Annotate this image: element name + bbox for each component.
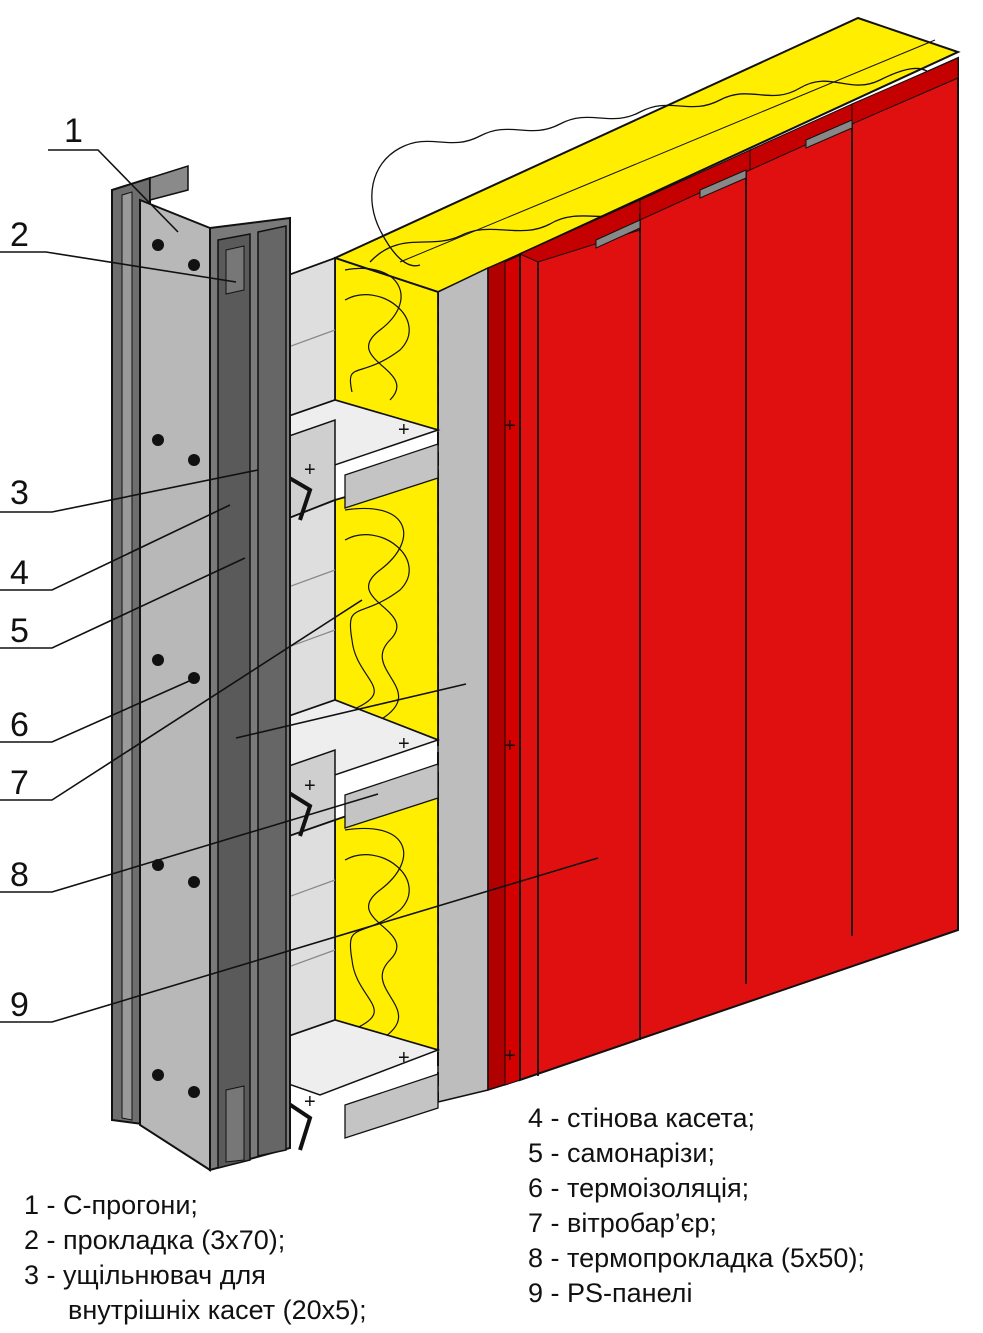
svg-text:+: + (504, 415, 516, 437)
svg-text:+: + (304, 459, 316, 481)
c-purlins (112, 166, 290, 1170)
svg-text:+: + (398, 1047, 410, 1069)
legend-item-7: 7 - вітробар’єр; (528, 1208, 717, 1238)
callout-5: 5 (10, 612, 29, 650)
callout-2: 2 (10, 216, 29, 254)
legend-item-3: 3 - ущільнювач для (24, 1260, 266, 1290)
svg-text:+: + (304, 775, 316, 797)
legend-left (24, 1188, 367, 1328)
callout-6: 6 (10, 706, 29, 744)
legend-item-5: 5 - самонарізи; (528, 1138, 716, 1168)
svg-text:+: + (398, 733, 410, 755)
callout-4: 4 (10, 554, 29, 592)
callout-8: 8 (10, 856, 29, 894)
legend-item-1: 1 - С-прогони; (24, 1190, 198, 1220)
legend-item-6: 6 - термоізоляція; (528, 1173, 750, 1203)
legend-right (528, 1101, 865, 1311)
callout-numbers (10, 112, 83, 1024)
svg-text:+: + (398, 419, 410, 441)
legend-item-8: 8 - термопрокладка (5х50); (528, 1243, 865, 1273)
callout-7: 7 (10, 764, 29, 802)
legend-item-4: 4 - стінова касета; (528, 1103, 755, 1133)
callout-3: 3 (10, 474, 29, 512)
legend-item-3-cont: внутрішніх касет (20х5); (68, 1295, 367, 1325)
callout-9: 9 (10, 986, 29, 1024)
svg-text:+: + (504, 735, 516, 757)
insulation-blocks (335, 258, 438, 1050)
callout-1: 1 (64, 112, 83, 150)
svg-text:+: + (304, 1091, 316, 1113)
svg-text:+: + (504, 1045, 516, 1067)
legend-item-2: 2 - прокладка (3х70); (24, 1225, 286, 1255)
legend-item-9: 9 - PS-панелі (528, 1278, 693, 1308)
